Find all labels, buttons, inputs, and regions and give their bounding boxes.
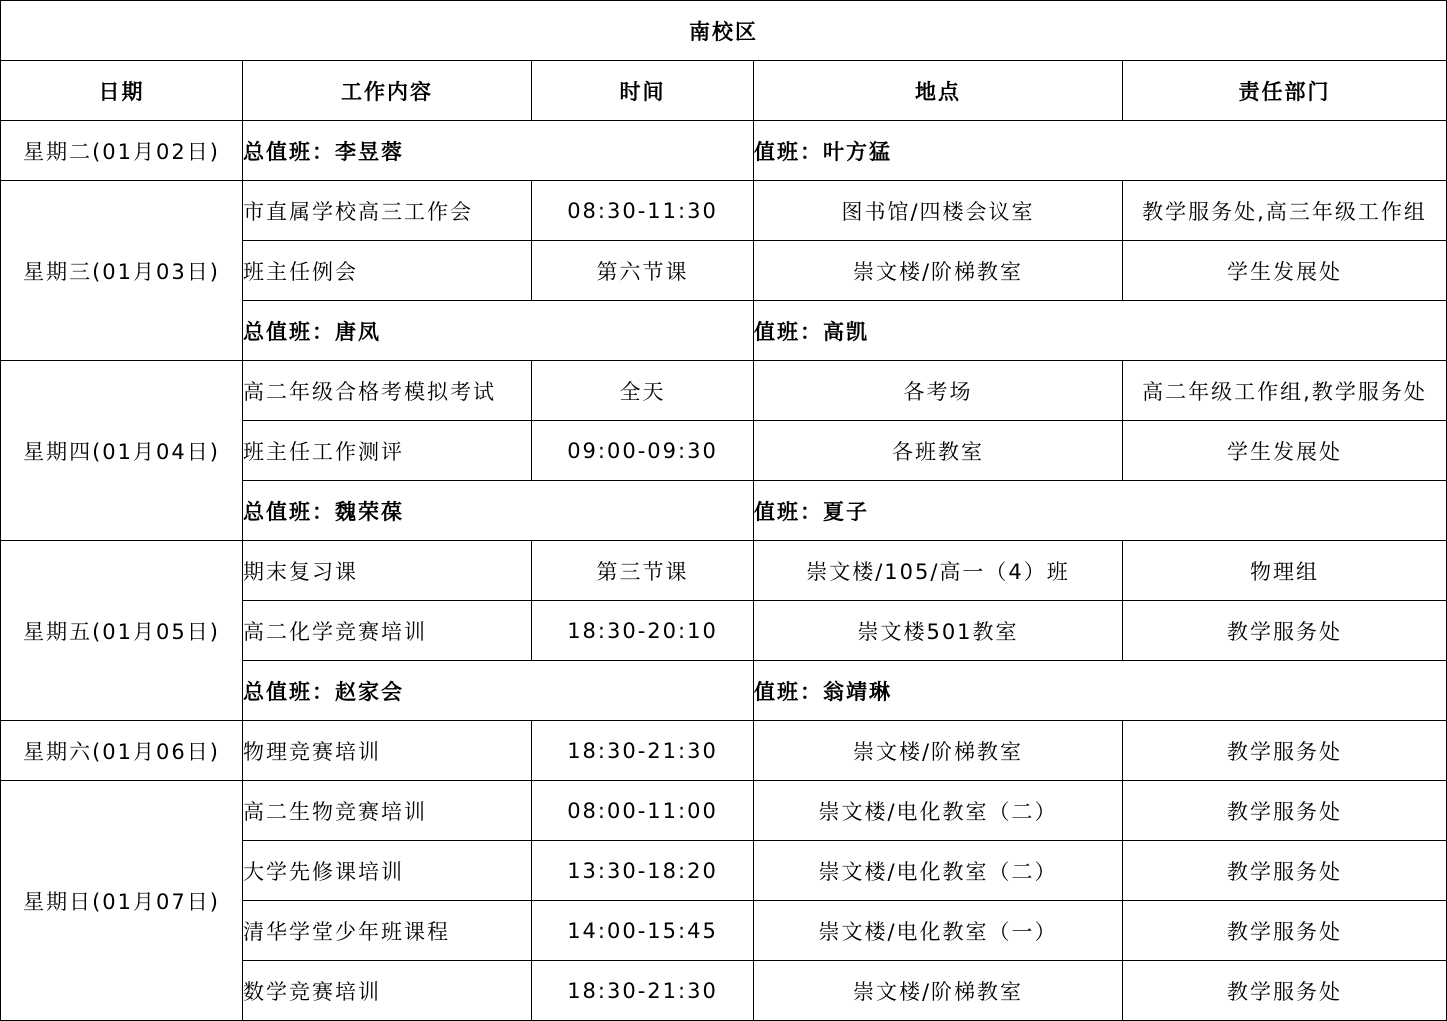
place-cell: 崇文楼/阶梯教室 (754, 721, 1123, 781)
header-date: 日期 (1, 61, 243, 121)
content-cell: 大学先修课培训 (243, 841, 532, 901)
time-cell: 全天 (532, 361, 754, 421)
date-cell: 星期六(01月06日) (1, 721, 243, 781)
header-content: 工作内容 (243, 61, 532, 121)
time-cell: 第六节课 (532, 241, 754, 301)
time-cell: 18:30-21:30 (532, 961, 754, 1021)
dept-cell: 教学服务处 (1123, 841, 1447, 901)
time-cell: 14:00-15:45 (532, 901, 754, 961)
date-cell: 星期五(01月05日) (1, 541, 243, 721)
table-row (1, 541, 1447, 601)
time-cell: 08:30-11:30 (532, 181, 754, 241)
dept-cell: 教学服务处 (1123, 901, 1447, 961)
title-row (1, 1, 1447, 61)
place-cell: 各考场 (754, 361, 1123, 421)
dept-cell: 教学服务处 (1123, 721, 1447, 781)
content-cell: 数学竞赛培训 (243, 961, 532, 1021)
table-row (1, 781, 1447, 841)
content-cell: 班主任例会 (243, 241, 532, 301)
place-cell: 各班教室 (754, 421, 1123, 481)
dept-cell: 学生发展处 (1123, 421, 1447, 481)
dept-cell: 教学服务处 (1123, 961, 1447, 1021)
place-cell: 崇文楼/105/高一（4）班 (754, 541, 1123, 601)
date-cell: 星期四(01月04日) (1, 361, 243, 541)
content-cell: 市直属学校高三工作会 (243, 181, 532, 241)
dept-cell: 教学服务处 (1123, 781, 1447, 841)
place-cell: 崇文楼501教室 (754, 601, 1123, 661)
place-cell: 崇文楼/阶梯教室 (754, 241, 1123, 301)
place-cell: 崇文楼/阶梯教室 (754, 961, 1123, 1021)
table-row (1, 121, 1447, 181)
time-cell: 08:00-11:00 (532, 781, 754, 841)
duty-cell: 值班：高凯 (754, 301, 1447, 361)
general-duty-cell: 总值班：魏荣葆 (243, 481, 754, 541)
dept-cell: 高二年级工作组,教学服务处 (1123, 361, 1447, 421)
date-cell: 星期日(01月07日) (1, 781, 243, 1021)
dept-cell: 学生发展处 (1123, 241, 1447, 301)
content-cell: 高二年级合格考模拟考试 (243, 361, 532, 421)
place-cell: 图书馆/四楼会议室 (754, 181, 1123, 241)
content-cell: 高二生物竞赛培训 (243, 781, 532, 841)
date-cell: 星期三(01月03日) (1, 181, 243, 361)
header-dept: 责任部门 (1123, 61, 1447, 121)
header-time: 时间 (532, 61, 754, 121)
duty-cell: 值班：翁靖琳 (754, 661, 1447, 721)
dept-cell: 教学服务处,高三年级工作组 (1123, 181, 1447, 241)
time-cell: 13:30-18:20 (532, 841, 754, 901)
dept-cell: 物理组 (1123, 541, 1447, 601)
duty-cell: 值班：叶方猛 (754, 121, 1447, 181)
table-row (1, 721, 1447, 781)
content-cell: 物理竞赛培训 (243, 721, 532, 781)
time-cell: 09:00-09:30 (532, 421, 754, 481)
general-duty-cell: 总值班：赵家会 (243, 661, 754, 721)
table-row (1, 181, 1447, 241)
general-duty-cell: 总值班：李昱蓉 (243, 121, 754, 181)
general-duty-cell: 总值班：唐凤 (243, 301, 754, 361)
content-cell: 班主任工作测评 (243, 421, 532, 481)
campus-title: 南校区 (1, 1, 1447, 61)
content-cell: 高二化学竞赛培训 (243, 601, 532, 661)
place-cell: 崇文楼/电化教室（一） (754, 901, 1123, 961)
table-row (1, 361, 1447, 421)
content-cell: 期末复习课 (243, 541, 532, 601)
place-cell: 崇文楼/电化教室（二） (754, 781, 1123, 841)
dept-cell: 教学服务处 (1123, 601, 1447, 661)
duty-cell: 值班：夏子 (754, 481, 1447, 541)
content-cell: 清华学堂少年班课程 (243, 901, 532, 961)
time-cell: 第三节课 (532, 541, 754, 601)
header-place: 地点 (754, 61, 1123, 121)
date-cell: 星期二(01月02日) (1, 121, 243, 181)
time-cell: 18:30-21:30 (532, 721, 754, 781)
place-cell: 崇文楼/电化教室（二） (754, 841, 1123, 901)
time-cell: 18:30-20:10 (532, 601, 754, 661)
header-row (1, 61, 1447, 121)
